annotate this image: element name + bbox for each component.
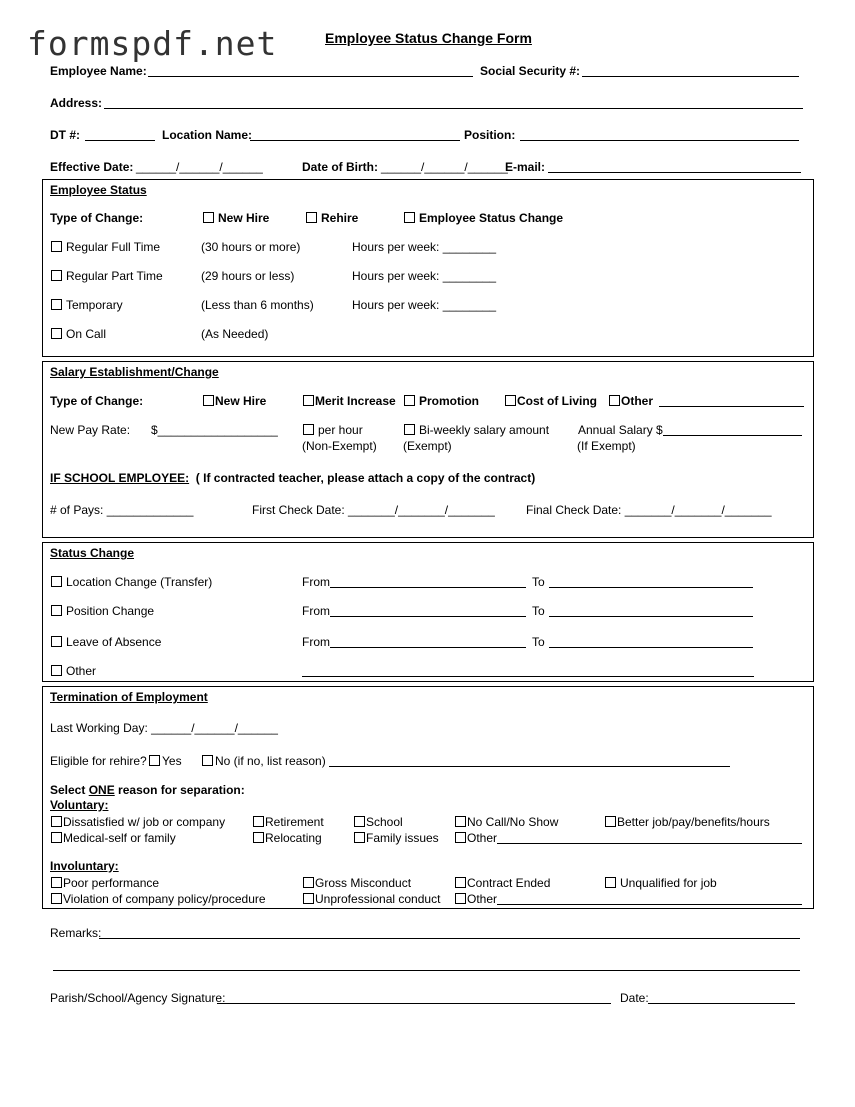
vol-retirement-checkbox[interactable]: [253, 816, 264, 827]
involuntary-heading: Involuntary:: [50, 859, 119, 873]
employee-status-section: [42, 179, 814, 357]
invol-other-label: Other: [467, 892, 498, 906]
signature-label: Parish/School/Agency Signature:: [50, 991, 226, 1005]
status-other-field[interactable]: [302, 676, 754, 677]
exempt-note: (Exempt): [403, 439, 452, 453]
position-change-option[interactable]: [51, 604, 154, 618]
salary-new-hire-label: New Hire: [215, 394, 267, 408]
position-from-field[interactable]: [330, 616, 526, 617]
position-change-label: Position Change: [66, 604, 155, 618]
rehire-no-option[interactable]: [202, 754, 326, 768]
invol-contract-ended[interactable]: [455, 876, 550, 890]
select-reason-pre: Select: [50, 783, 89, 797]
invol-unqualified[interactable]: [605, 876, 717, 890]
promotion-checkbox[interactable]: [404, 395, 415, 406]
invol-unprofessional-label: Unprofessional conduct: [315, 892, 441, 906]
location-from-label: From: [302, 575, 330, 589]
full-time-checkbox[interactable]: [51, 241, 62, 252]
vol-dissatisfied-checkbox[interactable]: [51, 816, 62, 827]
new-hire-label: New Hire: [218, 211, 270, 225]
salary-other-field[interactable]: [659, 406, 804, 407]
per-hour-checkbox[interactable]: [303, 424, 314, 435]
per-hour-option[interactable]: [303, 423, 363, 437]
vol-family-checkbox[interactable]: [354, 832, 365, 843]
status-change-section: [42, 542, 814, 682]
merit-label: Merit Increase: [315, 394, 396, 408]
date-field[interactable]: [648, 1003, 795, 1004]
new-pay-rate-label: New Pay Rate:: [50, 423, 131, 437]
ssn-field[interactable]: [582, 76, 799, 77]
address-label: Address:: [50, 96, 103, 110]
leave-from-field[interactable]: [330, 647, 526, 648]
part-time-hours[interactable]: Hours per week: ________: [352, 269, 497, 283]
full-time-hours[interactable]: Hours per week: ________: [352, 240, 497, 254]
first-check-date-field[interactable]: First Check Date: _______/_______/_______: [252, 503, 495, 517]
location-from-field[interactable]: [330, 587, 526, 588]
rehire-yes-option[interactable]: [149, 754, 182, 768]
vol-relocating-label: Relocating: [265, 831, 322, 845]
vol-retirement[interactable]: [253, 815, 324, 829]
effective-date-field[interactable]: ______/______/______: [136, 160, 263, 174]
select-reason-post: reason for separation:: [114, 783, 245, 797]
num-pays-field[interactable]: # of Pays: _____________: [50, 503, 194, 517]
dob-label: Date of Birth:: [302, 160, 378, 174]
rehire-no-checkbox[interactable]: [202, 755, 213, 766]
vol-other-checkbox[interactable]: [455, 832, 466, 843]
effective-date-label: Effective Date:: [50, 160, 134, 174]
location-name-field[interactable]: [250, 140, 460, 141]
signature-field[interactable]: [217, 1003, 611, 1004]
on-call-note: (As Needed): [201, 327, 269, 341]
invol-other[interactable]: [455, 892, 497, 906]
status-type-label: Type of Change:: [50, 211, 144, 225]
termination-heading: Termination of Employment: [50, 690, 208, 704]
part-time-label: Regular Part Time: [66, 269, 163, 283]
invol-violation-checkbox[interactable]: [51, 893, 62, 904]
invol-violation[interactable]: [51, 892, 266, 906]
invol-poor-performance[interactable]: [51, 876, 159, 890]
eligible-rehire-label: Eligible for rehire?: [50, 754, 147, 768]
vol-no-call-checkbox[interactable]: [455, 816, 466, 827]
vol-retirement-label: Retirement: [265, 815, 324, 829]
leave-label: Leave of Absence: [66, 635, 162, 649]
invol-gross-misconduct[interactable]: [303, 876, 411, 890]
promotion-option[interactable]: [404, 394, 479, 408]
full-time-note: (30 hours or more): [201, 240, 301, 254]
salary-type-label: Type of Change:: [50, 394, 144, 408]
vol-better-job-checkbox[interactable]: [605, 816, 616, 827]
date-label: Date:: [620, 991, 649, 1005]
location-to-label: To: [532, 575, 545, 589]
employee-name-label: Employee Name:: [50, 64, 147, 78]
vol-medical-checkbox[interactable]: [51, 832, 62, 843]
leave-to-field[interactable]: [549, 647, 753, 648]
invol-unprofessional[interactable]: [303, 892, 440, 906]
full-time-label: Regular Full Time: [66, 240, 161, 254]
salary-new-hire-option[interactable]: [203, 394, 266, 408]
rehire-option[interactable]: [306, 211, 358, 225]
salary-other-label: Other: [621, 394, 654, 408]
vol-no-call-label: No Call/No Show: [467, 815, 559, 829]
new-hire-checkbox[interactable]: [203, 212, 214, 223]
employee-name-field[interactable]: [148, 76, 473, 77]
dob-field[interactable]: ______/______/______: [381, 160, 508, 174]
school-employee-note: [50, 471, 535, 485]
location-change-option[interactable]: [51, 575, 212, 589]
invol-gross-misconduct-label: Gross Misconduct: [315, 876, 412, 890]
vol-medical[interactable]: [51, 831, 176, 845]
location-change-label: Location Change (Transfer): [66, 575, 213, 589]
status-change-checkbox[interactable]: [404, 212, 415, 223]
vol-medical-label: Medical-self or family: [63, 831, 176, 845]
watermark-logo: formspdf.net: [27, 24, 278, 63]
location-name-label: Location Name:: [162, 128, 253, 142]
rehire-no-label: No (if no, list reason): [215, 754, 326, 768]
temporary-hours[interactable]: Hours per week: ________: [352, 298, 497, 312]
final-check-date-field[interactable]: Final Check Date: _______/_______/_______: [526, 503, 772, 517]
vol-dissatisfied-label: Dissatisfied w/ job or company: [63, 815, 226, 829]
leave-to-label: To: [532, 635, 545, 649]
position-from-label: From: [302, 604, 330, 618]
part-time-checkbox[interactable]: [51, 270, 62, 281]
remarks-label: Remarks:: [50, 926, 102, 940]
salary-other-checkbox[interactable]: [609, 395, 620, 406]
employee-status-heading: Employee Status: [50, 183, 147, 197]
leave-option[interactable]: [51, 635, 161, 649]
leave-from-label: From: [302, 635, 330, 649]
rehire-reason-field[interactable]: [329, 766, 730, 767]
invol-violation-label: Violation of company policy/procedure: [63, 892, 266, 906]
biweekly-option[interactable]: [404, 423, 549, 437]
vol-family[interactable]: [354, 831, 439, 845]
select-reason-heading: [50, 783, 245, 797]
cost-of-living-option[interactable]: [505, 394, 597, 408]
annual-salary-field[interactable]: [663, 435, 802, 436]
pay-rate-field[interactable]: $__________________: [151, 423, 278, 437]
on-call-checkbox[interactable]: [51, 328, 62, 339]
vol-no-call[interactable]: [455, 815, 558, 829]
on-call-option[interactable]: [51, 327, 106, 341]
invol-poor-performance-label: Poor performance: [63, 876, 160, 890]
per-hour-label: per hour: [318, 423, 363, 437]
invol-other-field[interactable]: [497, 904, 802, 905]
salary-heading: Salary Establishment/Change: [50, 365, 219, 379]
school-employee-text: ( If contracted teacher, please attach a copy of the contract): [195, 471, 536, 485]
position-to-label: To: [532, 604, 545, 618]
biweekly-label: Bi-weekly salary amount: [419, 423, 550, 437]
status-change-option[interactable]: [404, 211, 563, 225]
vol-better-job[interactable]: [605, 815, 770, 829]
temporary-label: Temporary: [66, 298, 123, 312]
invol-contract-ended-checkbox[interactable]: [455, 877, 466, 888]
status-other-option[interactable]: [51, 664, 96, 678]
salary-new-hire-checkbox[interactable]: [203, 395, 214, 406]
rehire-yes-checkbox[interactable]: [149, 755, 160, 766]
on-call-label: On Call: [66, 327, 107, 341]
dt-label: DT #:: [50, 128, 80, 142]
vol-school-label: School: [366, 815, 403, 829]
position-to-field[interactable]: [549, 616, 753, 617]
promotion-label: Promotion: [419, 394, 479, 408]
invol-other-checkbox[interactable]: [455, 893, 466, 904]
school-employee-lead: IF SCHOOL EMPLOYEE:: [50, 471, 190, 485]
vol-family-label: Family issues: [366, 831, 439, 845]
leave-checkbox[interactable]: [51, 636, 62, 647]
form-title: Employee Status Change Form: [325, 30, 532, 46]
full-time-option[interactable]: [51, 240, 160, 254]
merit-checkbox[interactable]: [303, 395, 314, 406]
email-field[interactable]: [548, 172, 801, 173]
temporary-option[interactable]: [51, 298, 123, 312]
non-exempt-note: (Non-Exempt): [302, 439, 377, 453]
status-other-label: Other: [66, 664, 97, 678]
cost-of-living-label: Cost of Living: [517, 394, 597, 408]
remarks-field-line-1[interactable]: [99, 938, 800, 939]
remarks-field-line-2[interactable]: [53, 970, 800, 971]
position-change-checkbox[interactable]: [51, 605, 62, 616]
invol-gross-misconduct-checkbox[interactable]: [303, 877, 314, 888]
position-field[interactable]: [520, 140, 799, 141]
annual-salary-label: Annual Salary $: [578, 423, 663, 437]
status-change-label: Employee Status Change: [419, 211, 564, 225]
vol-relocating-checkbox[interactable]: [253, 832, 264, 843]
vol-better-job-label: Better job/pay/benefits/hours: [617, 815, 770, 829]
voluntary-heading: Voluntary:: [50, 798, 109, 812]
dt-field[interactable]: [85, 140, 155, 141]
ssn-label: Social Security #:: [480, 64, 581, 78]
position-label: Position:: [464, 128, 516, 142]
invol-unprofessional-checkbox[interactable]: [303, 893, 314, 904]
last-working-day-field[interactable]: Last Working Day: ______/______/______: [50, 721, 278, 735]
new-hire-option[interactable]: [203, 211, 269, 225]
address-field[interactable]: [104, 108, 803, 109]
rehire-label: Rehire: [321, 211, 359, 225]
status-other-checkbox[interactable]: [51, 665, 62, 676]
email-label: E-mail:: [505, 160, 546, 174]
select-reason-one: ONE: [88, 783, 115, 797]
invol-poor-performance-checkbox[interactable]: [51, 877, 62, 888]
biweekly-checkbox[interactable]: [404, 424, 415, 435]
cost-of-living-checkbox[interactable]: [505, 395, 516, 406]
part-time-note: (29 hours or less): [201, 269, 295, 283]
merit-option[interactable]: [303, 394, 396, 408]
vol-other-field[interactable]: [497, 843, 802, 844]
vol-school-checkbox[interactable]: [354, 816, 365, 827]
vol-school[interactable]: [354, 815, 403, 829]
invol-unqualified-checkbox[interactable]: [605, 877, 616, 888]
vol-other[interactable]: [455, 831, 497, 845]
temporary-note: (Less than 6 months): [201, 298, 314, 312]
invol-contract-ended-label: Contract Ended: [467, 876, 551, 890]
rehire-checkbox[interactable]: [306, 212, 317, 223]
location-change-checkbox[interactable]: [51, 576, 62, 587]
if-exempt-note: (If Exempt): [577, 439, 636, 453]
rehire-yes-label: Yes: [162, 754, 182, 768]
salary-other-option[interactable]: [609, 394, 653, 408]
location-to-field[interactable]: [549, 587, 753, 588]
invol-unqualified-label: Unqualified for job: [620, 876, 717, 890]
vol-other-label: Other: [467, 831, 498, 845]
status-change-heading: Status Change: [50, 546, 135, 560]
vol-dissatisfied[interactable]: [51, 815, 225, 829]
vol-relocating[interactable]: [253, 831, 322, 845]
part-time-option[interactable]: [51, 269, 163, 283]
temporary-checkbox[interactable]: [51, 299, 62, 310]
